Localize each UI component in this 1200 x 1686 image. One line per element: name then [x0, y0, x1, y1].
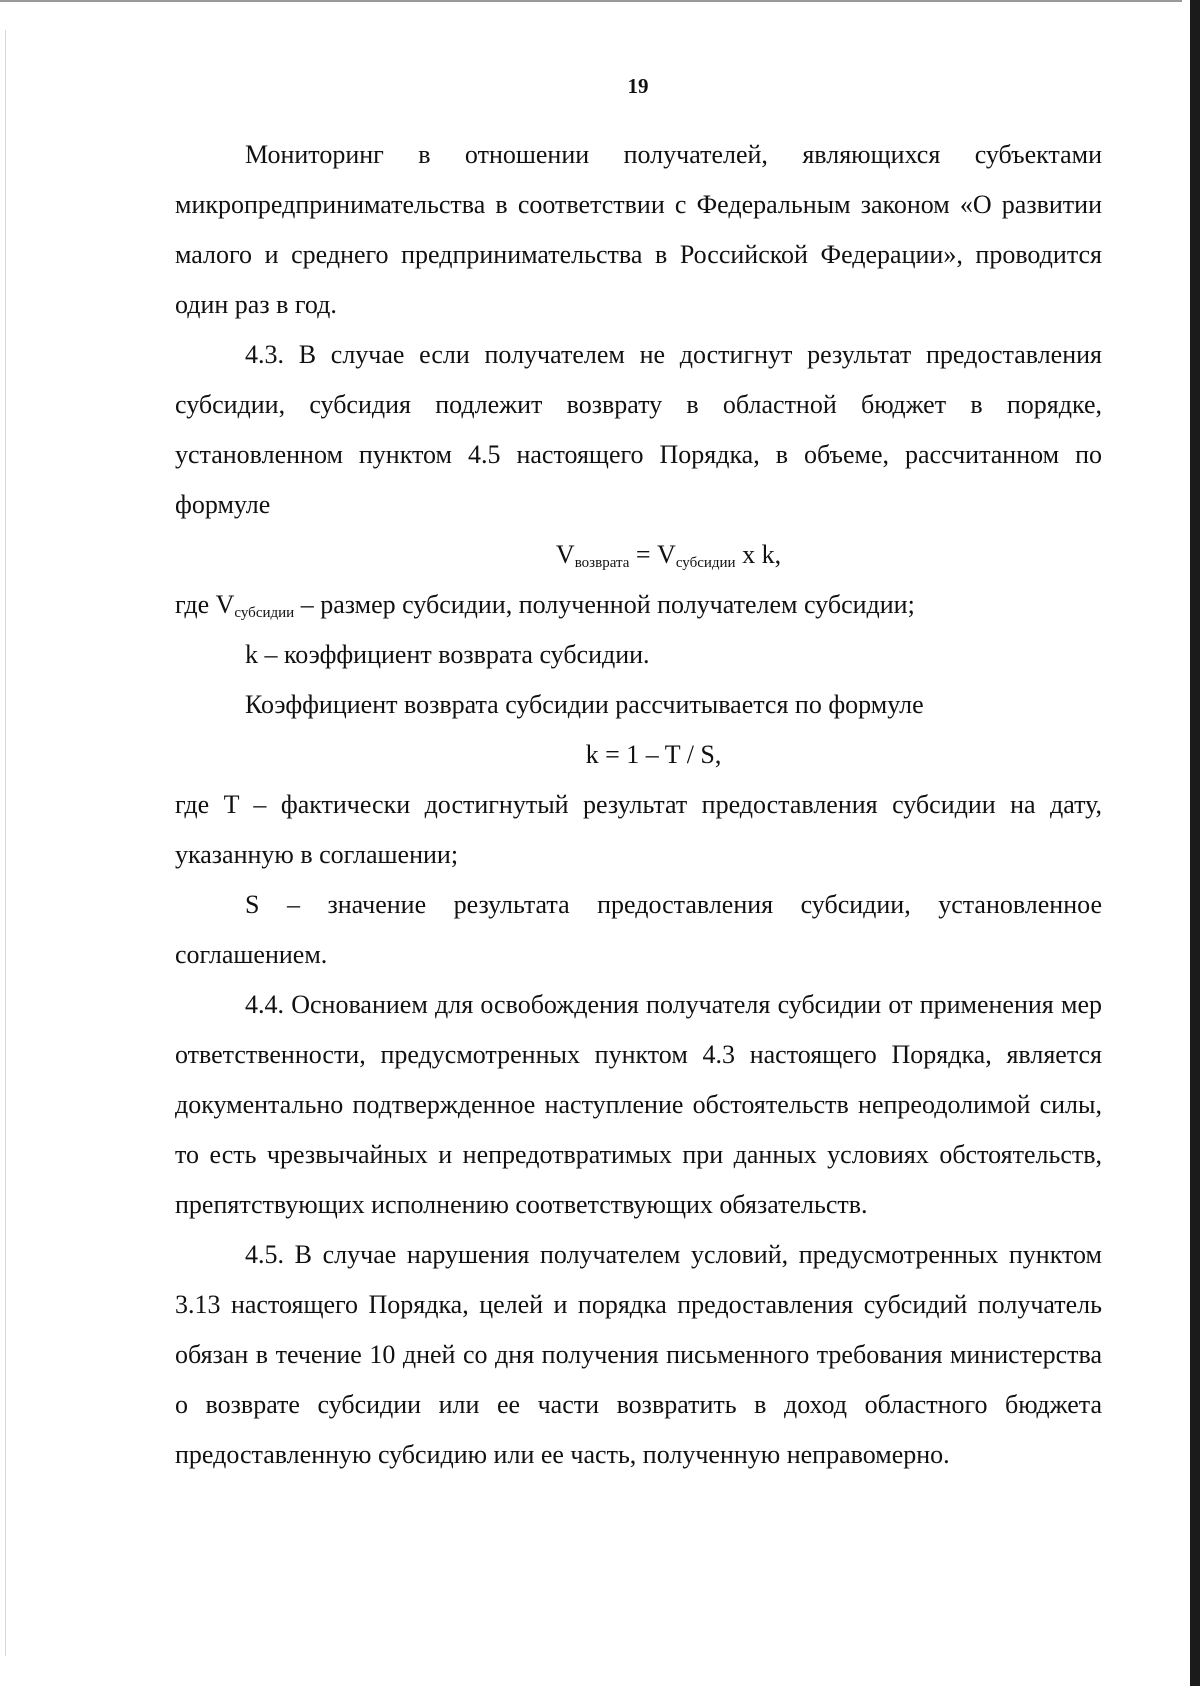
- definition-t: где T – фактически достигнутый результат предоставления субсидии на дату, указанную в соглашении;: [175, 790, 1102, 869]
- formula-equals: =: [629, 540, 658, 569]
- formula-lhs-subscript: возврата: [574, 555, 630, 571]
- formula-tail: x k,: [735, 540, 782, 569]
- definition-s: S – значение результата предоставления субсидии, установленное соглашением.: [175, 890, 1102, 969]
- scan-edge-top: [0, 0, 1182, 2]
- definition-v-prefix: где V: [175, 590, 235, 619]
- definition-v-text: – размер субсидии, полученной получателем субсидии;: [294, 590, 915, 619]
- formula-return-volume: [175, 530, 1102, 580]
- formula-coefficient: k = 1 – T / S,: [585, 740, 722, 769]
- definition-v-subscript: субсидии: [234, 605, 295, 621]
- paragraph-4-4: 4.4. Основанием для освобождения получателя субсидии от применения мер ответственности, предусмотренных пунктом 4.3 настоящего Порядка, является документально подтвержденное наступление обстоятельств непреодолимой силы, то есть чрезвычайных и непредотвратимых при данных условиях обстоятельств, препятствующих исполнению соответствующих обязательств.: [175, 990, 1102, 1219]
- document-body: [175, 130, 1102, 1480]
- definition-v-subsidy: [175, 580, 1102, 630]
- coefficient-intro: Коэффициент возврата субсидии рассчитывается по формуле: [245, 690, 924, 719]
- scan-edge-left: [5, 30, 6, 1656]
- formula-rhs: V: [657, 540, 676, 569]
- paragraph-4-5: 4.5. В случае нарушения получателем условий, предусмотренных пунктом 3.13 настоящего Порядка, целей и порядка предоставления субсидий получатель обязан в течение 10 дней со дня получения письменного требования министерства о возврате субсидии или ее части возвратить в доход областного бюджета предоставленную субсидию или ее часть, полученную неправомерно.: [175, 1240, 1102, 1469]
- formula-rhs-subscript: субсидии: [675, 555, 736, 571]
- formula-lhs: V: [555, 540, 575, 569]
- page-number: 19: [627, 74, 649, 98]
- scan-edge-right: [1190, 0, 1200, 1686]
- definition-k: k – коэффициент возврата субсидии.: [245, 640, 650, 669]
- paragraph-monitoring: Мониторинг в отношении получателей, являющихся субъектами микропредпринимательства в соответствии с Федеральным законом «О развитии малого и среднего предпринимательства в Российской Федерации», проводится один раз в год.: [175, 140, 1102, 319]
- paragraph-4-3: 4.3. В случае если получателем не достигнут результат предоставления субсидии, субсидия подлежит возврату в областной бюджет в порядке, установленном пунктом 4.5 настоящего Порядка, в объеме, рассчитанном по формуле: [175, 340, 1102, 519]
